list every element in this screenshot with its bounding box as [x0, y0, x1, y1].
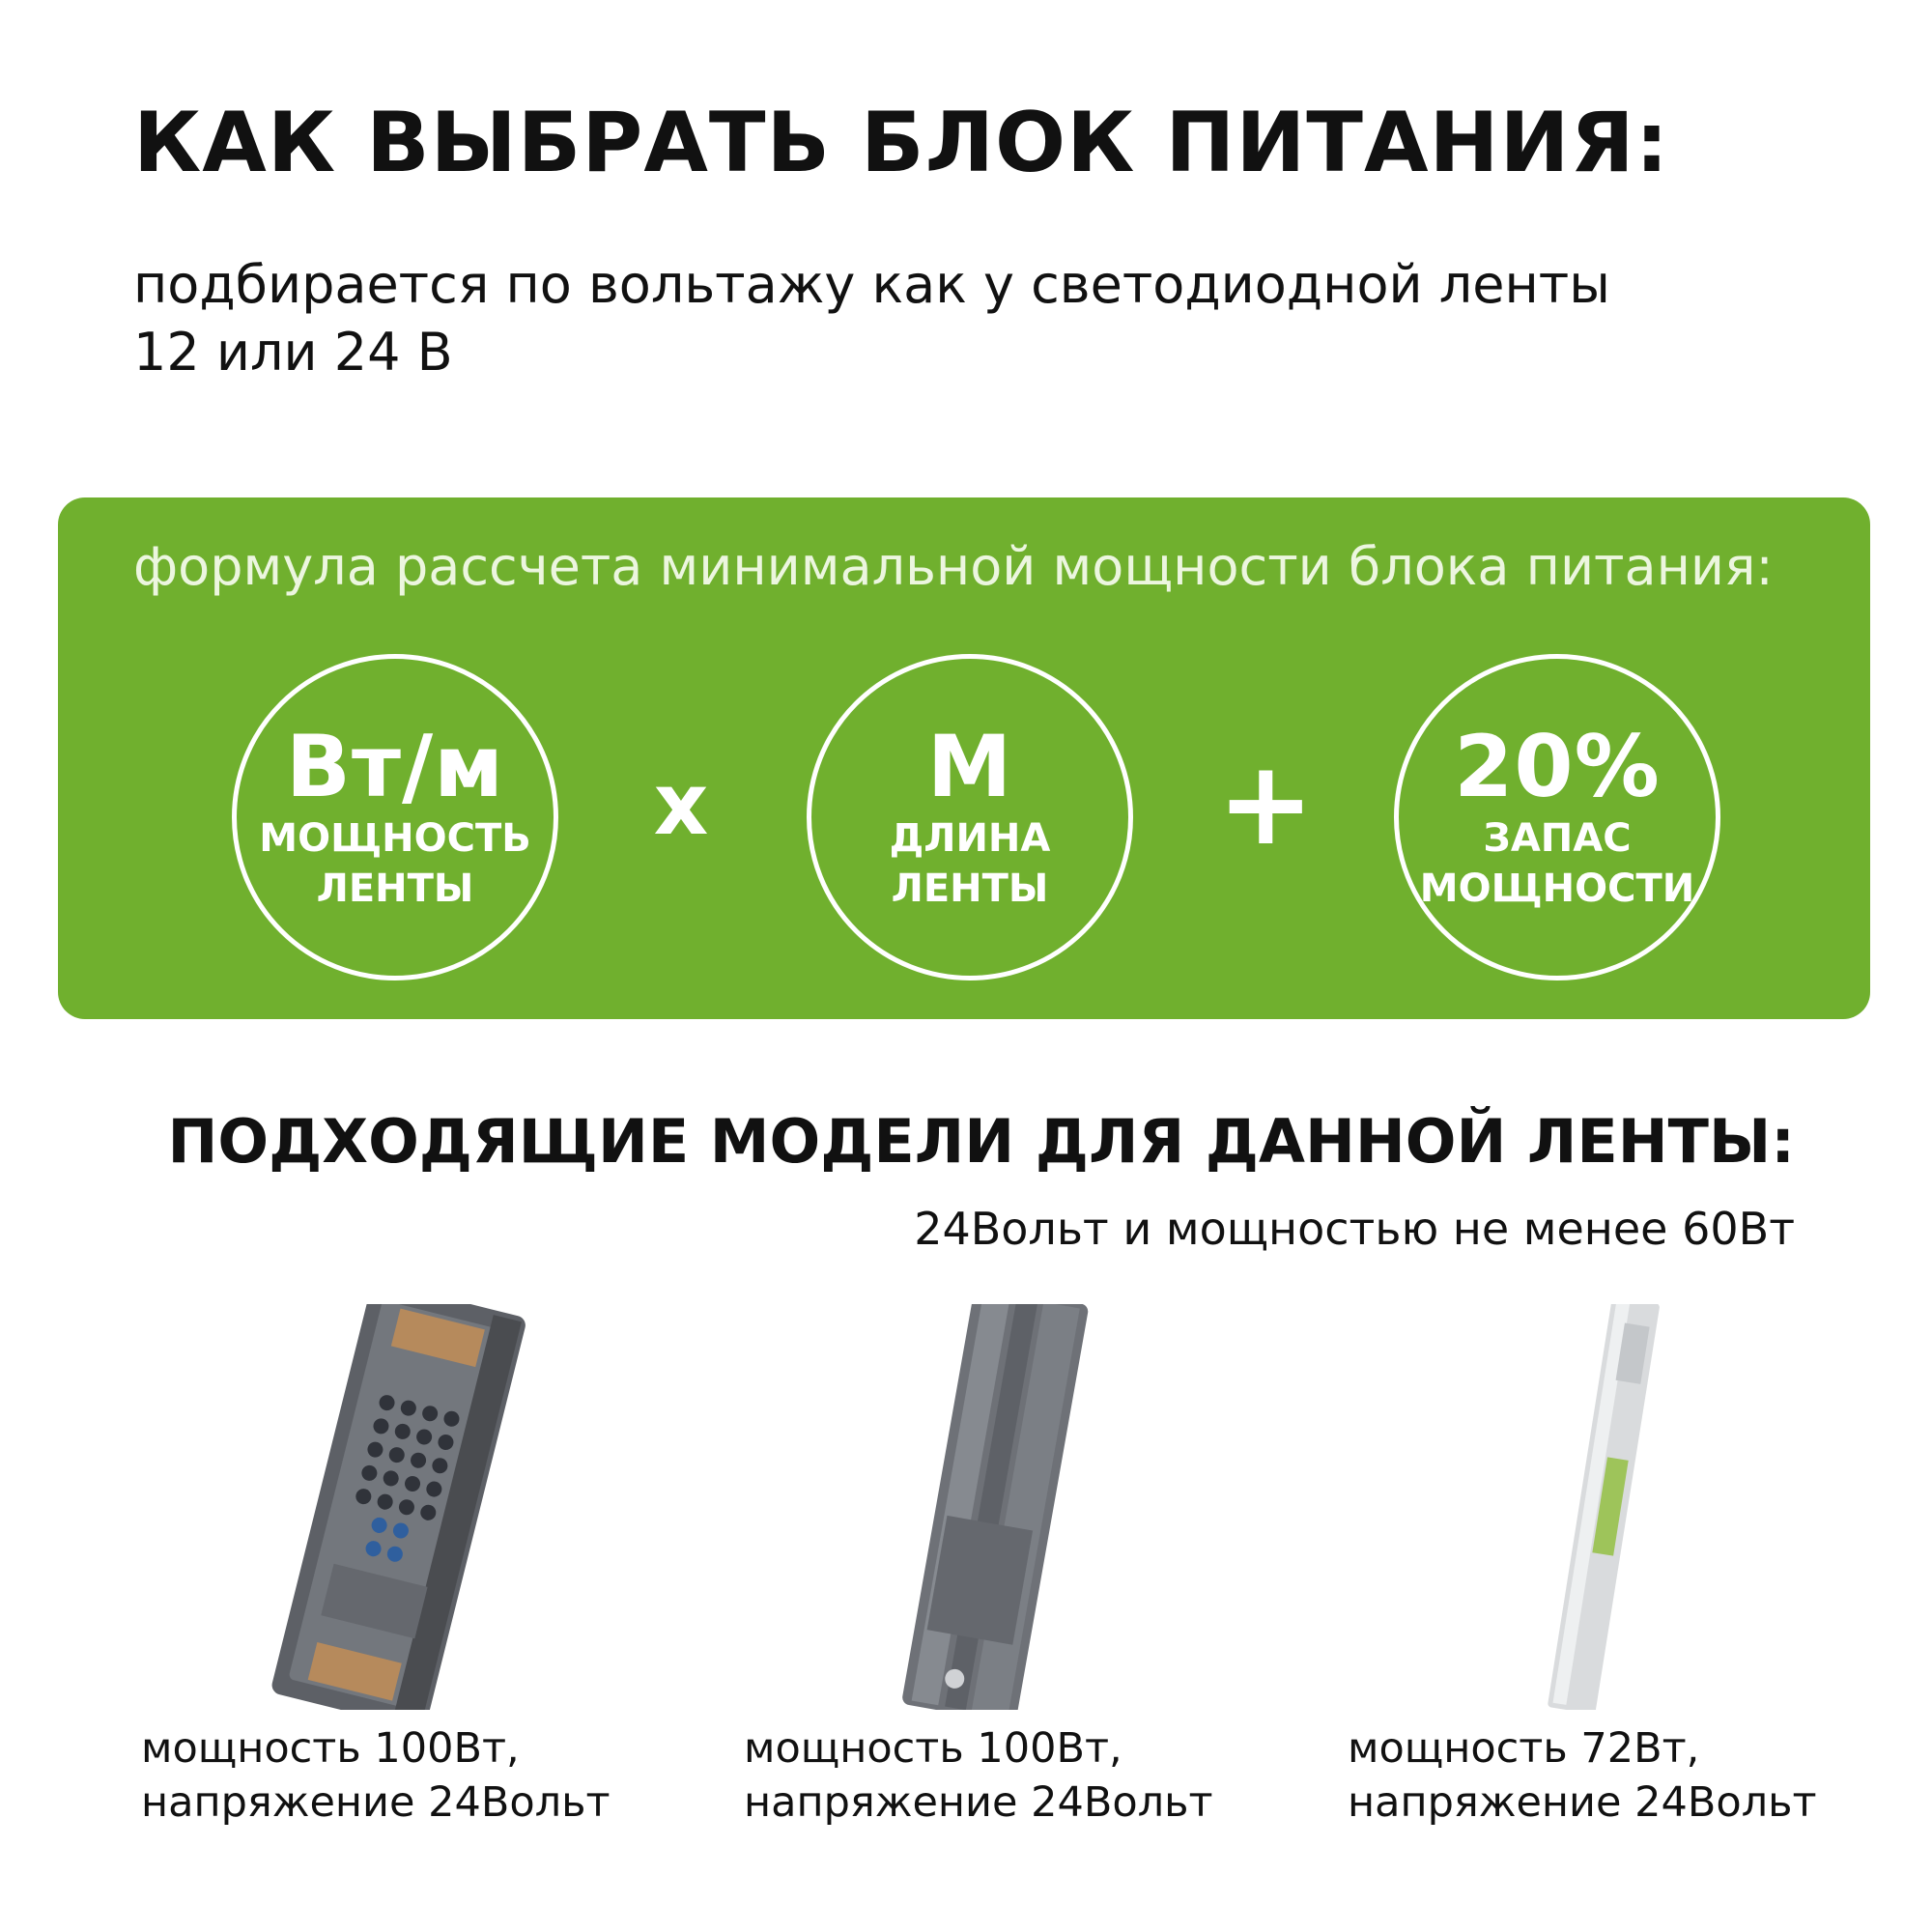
multiply-operator: х: [653, 754, 709, 854]
formula-circle-watts-per-meter: [232, 654, 558, 980]
models-subtitle: 24Вольт и мощностью не менее 60Вт: [914, 1203, 1795, 1255]
product-image-slim-perforated: [135, 1304, 676, 1710]
models-title: ПОДХОДЯЩИЕ МОДЕЛИ ДЛЯ ДАННОЙ ЛЕНТЫ:: [167, 1106, 1795, 1177]
caption-voltage: напряжение 24Вольт: [744, 1778, 1213, 1827]
formula-title: формула рассчета минимальной мощности блока питания:: [133, 536, 1774, 597]
circle-label-line-1: МОЩНОСТЬ: [259, 816, 531, 861]
circle-value: Вт/м: [285, 717, 505, 816]
formula-circle-power-reserve: [1394, 654, 1720, 980]
caption-voltage: напряжение 24Вольт: [141, 1778, 611, 1827]
circle-label-line-2: ЛЕНТЫ: [316, 867, 474, 911]
product-caption: [141, 1721, 611, 1830]
caption-power: мощность 72Вт,: [1348, 1724, 1700, 1773]
subtitle-line-2: 12 или 24 В: [133, 322, 453, 383]
caption-voltage: напряжение 24Вольт: [1348, 1778, 1817, 1827]
plus-operator: +: [1217, 737, 1315, 871]
formula-panel: [58, 497, 1870, 1019]
circle-value: 20%: [1454, 717, 1661, 816]
subtitle-line-1: подбирается по вольтажу как у светодиодной ленты: [133, 254, 1610, 315]
caption-power: мощность 100Вт,: [141, 1724, 520, 1773]
circle-value: М: [926, 717, 1013, 816]
product-image-sealed-aluminum: [739, 1304, 1280, 1710]
circle-label-line-1: ЗАПАС: [1483, 816, 1632, 861]
page-subtitle: [133, 251, 1610, 386]
formula-circle-length: [807, 654, 1133, 980]
caption-power: мощность 100Вт,: [744, 1724, 1122, 1773]
circle-label-line-2: МОЩНОСТИ: [1419, 867, 1695, 911]
page-title: КАК ВЫБРАТЬ БЛОК ПИТАНИЯ:: [133, 95, 1670, 191]
product-image-ultra-thin: [1343, 1304, 1884, 1710]
product-caption: [1348, 1721, 1817, 1830]
circle-label-line-2: ЛЕНТЫ: [891, 867, 1049, 911]
product-caption: [744, 1721, 1213, 1830]
circle-label-line-1: ДЛИНА: [889, 816, 1051, 861]
